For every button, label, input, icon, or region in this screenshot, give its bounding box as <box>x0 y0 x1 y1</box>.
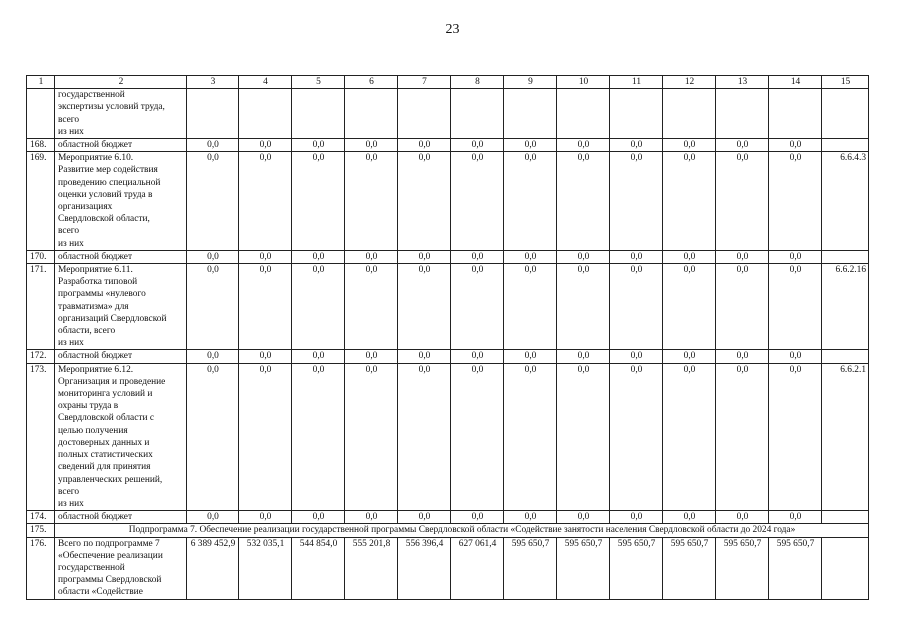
value-cell: 0,0 <box>345 511 398 524</box>
row-description <box>55 350 187 363</box>
column-header: 15 <box>822 76 869 89</box>
description-line: травматизма» для <box>58 301 129 312</box>
value-cell <box>610 89 663 139</box>
value-cell <box>504 89 557 139</box>
description-line: государственной <box>58 562 125 573</box>
value-cell: 0,0 <box>398 350 451 363</box>
value-cell: 0,0 <box>345 250 398 263</box>
value-cell: 0,0 <box>239 350 292 363</box>
description-line: Свердловской области с <box>58 413 154 424</box>
value-cell: 0,0 <box>769 511 822 524</box>
column-header: 13 <box>716 76 769 89</box>
description-line: управленческих решений, <box>58 474 163 485</box>
description-line: Мероприятие 6.12. <box>58 364 134 375</box>
description-line: экспертизы условий труда, <box>58 102 165 113</box>
value-cell <box>769 89 822 139</box>
description-line: программы «нулевого <box>58 289 146 300</box>
description-line: областной бюджет <box>58 512 133 523</box>
value-cell: 0,0 <box>663 152 716 251</box>
value-cell: 0,0 <box>716 363 769 510</box>
value-cell: 0,0 <box>239 139 292 152</box>
description-line: полных статистических <box>58 450 153 461</box>
row-description <box>55 363 187 510</box>
description-line: областной бюджет <box>58 251 133 262</box>
value-cell: 0,0 <box>504 250 557 263</box>
value-cell: 0,0 <box>398 511 451 524</box>
description-line: области, всего <box>58 326 116 337</box>
description-line: всего <box>58 226 80 237</box>
description-line: охраны труда в <box>58 401 119 412</box>
value-cell: 595 650,7 <box>716 537 769 599</box>
value-cell: 0,0 <box>239 363 292 510</box>
target-indicator-cell <box>822 537 869 599</box>
row-description <box>55 511 187 524</box>
value-cell: 0,0 <box>398 139 451 152</box>
value-cell <box>663 89 716 139</box>
value-cell: 544 854,0 <box>292 537 345 599</box>
row-description <box>55 537 187 599</box>
column-header: 5 <box>292 76 345 89</box>
value-cell: 555 201,8 <box>345 537 398 599</box>
value-cell: 0,0 <box>769 250 822 263</box>
subprogram-title: Подпрограмма 7. Обеспечение реализации государственной программы Свердловской области «Содействие занятости населения Свердловской области до 2024 года» <box>55 524 869 537</box>
value-cell: 0,0 <box>187 350 239 363</box>
value-cell: 627 061,4 <box>451 537 504 599</box>
row-number: 174. <box>27 511 55 524</box>
value-cell: 0,0 <box>610 363 663 510</box>
value-cell <box>187 89 239 139</box>
value-cell: 0,0 <box>663 511 716 524</box>
column-header: 10 <box>557 76 610 89</box>
description-line: областной бюджет <box>58 351 133 362</box>
target-indicator-cell: 6.6.4.3 <box>822 152 869 251</box>
column-header: 2 <box>55 76 187 89</box>
row-number: 171. <box>27 264 55 350</box>
column-header: 9 <box>504 76 557 89</box>
value-cell: 0,0 <box>451 250 504 263</box>
value-cell: 595 650,7 <box>769 537 822 599</box>
value-cell: 0,0 <box>716 139 769 152</box>
value-cell: 556 396,4 <box>398 537 451 599</box>
value-cell: 0,0 <box>187 264 239 350</box>
value-cell: 0,0 <box>292 511 345 524</box>
value-cell: 0,0 <box>504 350 557 363</box>
value-cell: 0,0 <box>345 139 398 152</box>
value-cell: 0,0 <box>451 152 504 251</box>
value-cell: 595 650,7 <box>610 537 663 599</box>
value-cell: 0,0 <box>557 139 610 152</box>
value-cell: 595 650,7 <box>557 537 610 599</box>
value-cell: 0,0 <box>345 264 398 350</box>
value-cell: 0,0 <box>504 363 557 510</box>
description-line: Мероприятие 6.10. <box>58 153 134 164</box>
description-line: из них <box>58 238 84 249</box>
target-indicator-cell <box>822 250 869 263</box>
value-cell: 0,0 <box>504 139 557 152</box>
row-number: 175. <box>27 524 55 537</box>
budget-table <box>26 75 869 600</box>
value-cell: 0,0 <box>239 152 292 251</box>
target-indicator-cell <box>822 511 869 524</box>
value-cell: 0,0 <box>398 250 451 263</box>
value-cell <box>239 89 292 139</box>
value-cell: 0,0 <box>345 350 398 363</box>
value-cell: 0,0 <box>187 139 239 152</box>
value-cell: 0,0 <box>663 250 716 263</box>
value-cell: 0,0 <box>716 264 769 350</box>
column-header: 14 <box>769 76 822 89</box>
description-line: проведению специальной <box>58 177 161 188</box>
value-cell: 0,0 <box>769 152 822 251</box>
description-line: из них <box>58 338 84 349</box>
value-cell: 0,0 <box>716 250 769 263</box>
description-line: мониторинга условий и <box>58 389 153 400</box>
description-line: программы Свердловской <box>58 575 162 586</box>
description-line: всего <box>58 114 80 125</box>
value-cell: 0,0 <box>769 139 822 152</box>
value-cell <box>451 89 504 139</box>
row-description <box>55 89 187 139</box>
row-number: 176. <box>27 537 55 599</box>
value-cell: 595 650,7 <box>504 537 557 599</box>
value-cell: 0,0 <box>292 264 345 350</box>
value-cell: 0,0 <box>451 350 504 363</box>
value-cell <box>716 89 769 139</box>
row-description <box>55 264 187 350</box>
description-line: «Обеспечение реализации <box>58 550 163 561</box>
row-description <box>55 139 187 152</box>
description-line: всего <box>58 486 80 497</box>
table-row <box>27 152 869 251</box>
target-indicator-cell: 6.6.2.16 <box>822 264 869 350</box>
description-line: из них <box>58 126 84 137</box>
value-cell: 0,0 <box>187 250 239 263</box>
value-cell: 0,0 <box>716 152 769 251</box>
table-body <box>27 76 869 600</box>
description-line: достоверных данных и <box>58 437 150 448</box>
page-number: 23 <box>445 22 460 37</box>
description-line: организаций Свердловской <box>58 313 167 324</box>
row-number: 173. <box>27 363 55 510</box>
description-line: оценки условий труда в <box>58 189 153 200</box>
value-cell: 0,0 <box>610 264 663 350</box>
column-number-row <box>27 76 869 89</box>
table-row <box>27 264 869 350</box>
row-number: 168. <box>27 139 55 152</box>
subprogram-row <box>27 524 869 537</box>
column-header: 4 <box>239 76 292 89</box>
value-cell: 0,0 <box>398 152 451 251</box>
value-cell: 0,0 <box>716 511 769 524</box>
value-cell: 0,0 <box>557 350 610 363</box>
description-line: Свердловской области, <box>58 214 150 225</box>
table-row <box>27 350 869 363</box>
row-number: 169. <box>27 152 55 251</box>
target-indicator-cell <box>822 350 869 363</box>
value-cell: 0,0 <box>663 264 716 350</box>
value-cell: 0,0 <box>292 139 345 152</box>
value-cell: 0,0 <box>292 250 345 263</box>
description-line: государственной <box>58 90 125 101</box>
target-indicator-cell <box>822 89 869 139</box>
row-number <box>27 89 55 139</box>
description-line: Разработка типовой <box>58 277 138 288</box>
value-cell: 0,0 <box>292 363 345 510</box>
description-line: организациях <box>58 202 113 213</box>
row-description <box>55 250 187 263</box>
value-cell: 0,0 <box>451 139 504 152</box>
description-line: области «Содействие <box>58 587 143 598</box>
description-line: из них <box>58 498 84 509</box>
row-number: 170. <box>27 250 55 263</box>
value-cell: 0,0 <box>557 250 610 263</box>
value-cell: 0,0 <box>557 152 610 251</box>
value-cell: 0,0 <box>769 363 822 510</box>
row-description <box>55 152 187 251</box>
table-row <box>27 139 869 152</box>
value-cell: 0,0 <box>663 139 716 152</box>
value-cell: 0,0 <box>610 250 663 263</box>
value-cell <box>557 89 610 139</box>
value-cell: 0,0 <box>187 363 239 510</box>
column-header: 7 <box>398 76 451 89</box>
value-cell: 0,0 <box>345 363 398 510</box>
value-cell: 0,0 <box>663 363 716 510</box>
value-cell: 0,0 <box>239 250 292 263</box>
value-cell: 0,0 <box>663 350 716 363</box>
column-header: 1 <box>27 76 55 89</box>
value-cell <box>345 89 398 139</box>
table-row <box>27 363 869 510</box>
value-cell: 0,0 <box>610 152 663 251</box>
value-cell: 0,0 <box>557 264 610 350</box>
table-row <box>27 511 869 524</box>
row-number: 172. <box>27 350 55 363</box>
table-row <box>27 250 869 263</box>
value-cell: 595 650,7 <box>663 537 716 599</box>
value-cell: 0,0 <box>504 264 557 350</box>
target-indicator-cell <box>822 139 869 152</box>
value-cell: 0,0 <box>451 264 504 350</box>
value-cell: 6 389 452,9 <box>187 537 239 599</box>
value-cell: 0,0 <box>769 264 822 350</box>
value-cell: 532 035,1 <box>239 537 292 599</box>
description-line: сведений для принятия <box>58 462 151 473</box>
value-cell: 0,0 <box>451 363 504 510</box>
total-row <box>27 537 869 599</box>
description-line: Развитие мер содействия <box>58 165 158 176</box>
value-cell: 0,0 <box>716 350 769 363</box>
value-cell <box>292 89 345 139</box>
description-line: Организация и проведение <box>58 376 166 387</box>
value-cell: 0,0 <box>557 511 610 524</box>
description-line: Мероприятие 6.11. <box>58 265 133 276</box>
value-cell: 0,0 <box>610 350 663 363</box>
value-cell: 0,0 <box>187 511 239 524</box>
value-cell: 0,0 <box>610 511 663 524</box>
value-cell: 0,0 <box>398 264 451 350</box>
value-cell: 0,0 <box>504 152 557 251</box>
value-cell: 0,0 <box>239 264 292 350</box>
column-header: 12 <box>663 76 716 89</box>
value-cell: 0,0 <box>769 350 822 363</box>
target-indicator-cell: 6.6.2.1 <box>822 363 869 510</box>
value-cell: 0,0 <box>239 511 292 524</box>
column-header: 3 <box>187 76 239 89</box>
value-cell: 0,0 <box>610 139 663 152</box>
value-cell: 0,0 <box>345 152 398 251</box>
value-cell: 0,0 <box>504 511 557 524</box>
value-cell: 0,0 <box>292 152 345 251</box>
table-row <box>27 89 869 139</box>
value-cell: 0,0 <box>187 152 239 251</box>
column-header: 11 <box>610 76 663 89</box>
value-cell: 0,0 <box>292 350 345 363</box>
value-cell: 0,0 <box>451 511 504 524</box>
value-cell: 0,0 <box>398 363 451 510</box>
column-header: 6 <box>345 76 398 89</box>
description-line: целью получения <box>58 425 128 436</box>
value-cell: 0,0 <box>557 363 610 510</box>
description-line: областной бюджет <box>58 140 133 151</box>
description-line: Всего по подпрограмме 7 <box>58 538 160 549</box>
column-header: 8 <box>451 76 504 89</box>
value-cell <box>398 89 451 139</box>
